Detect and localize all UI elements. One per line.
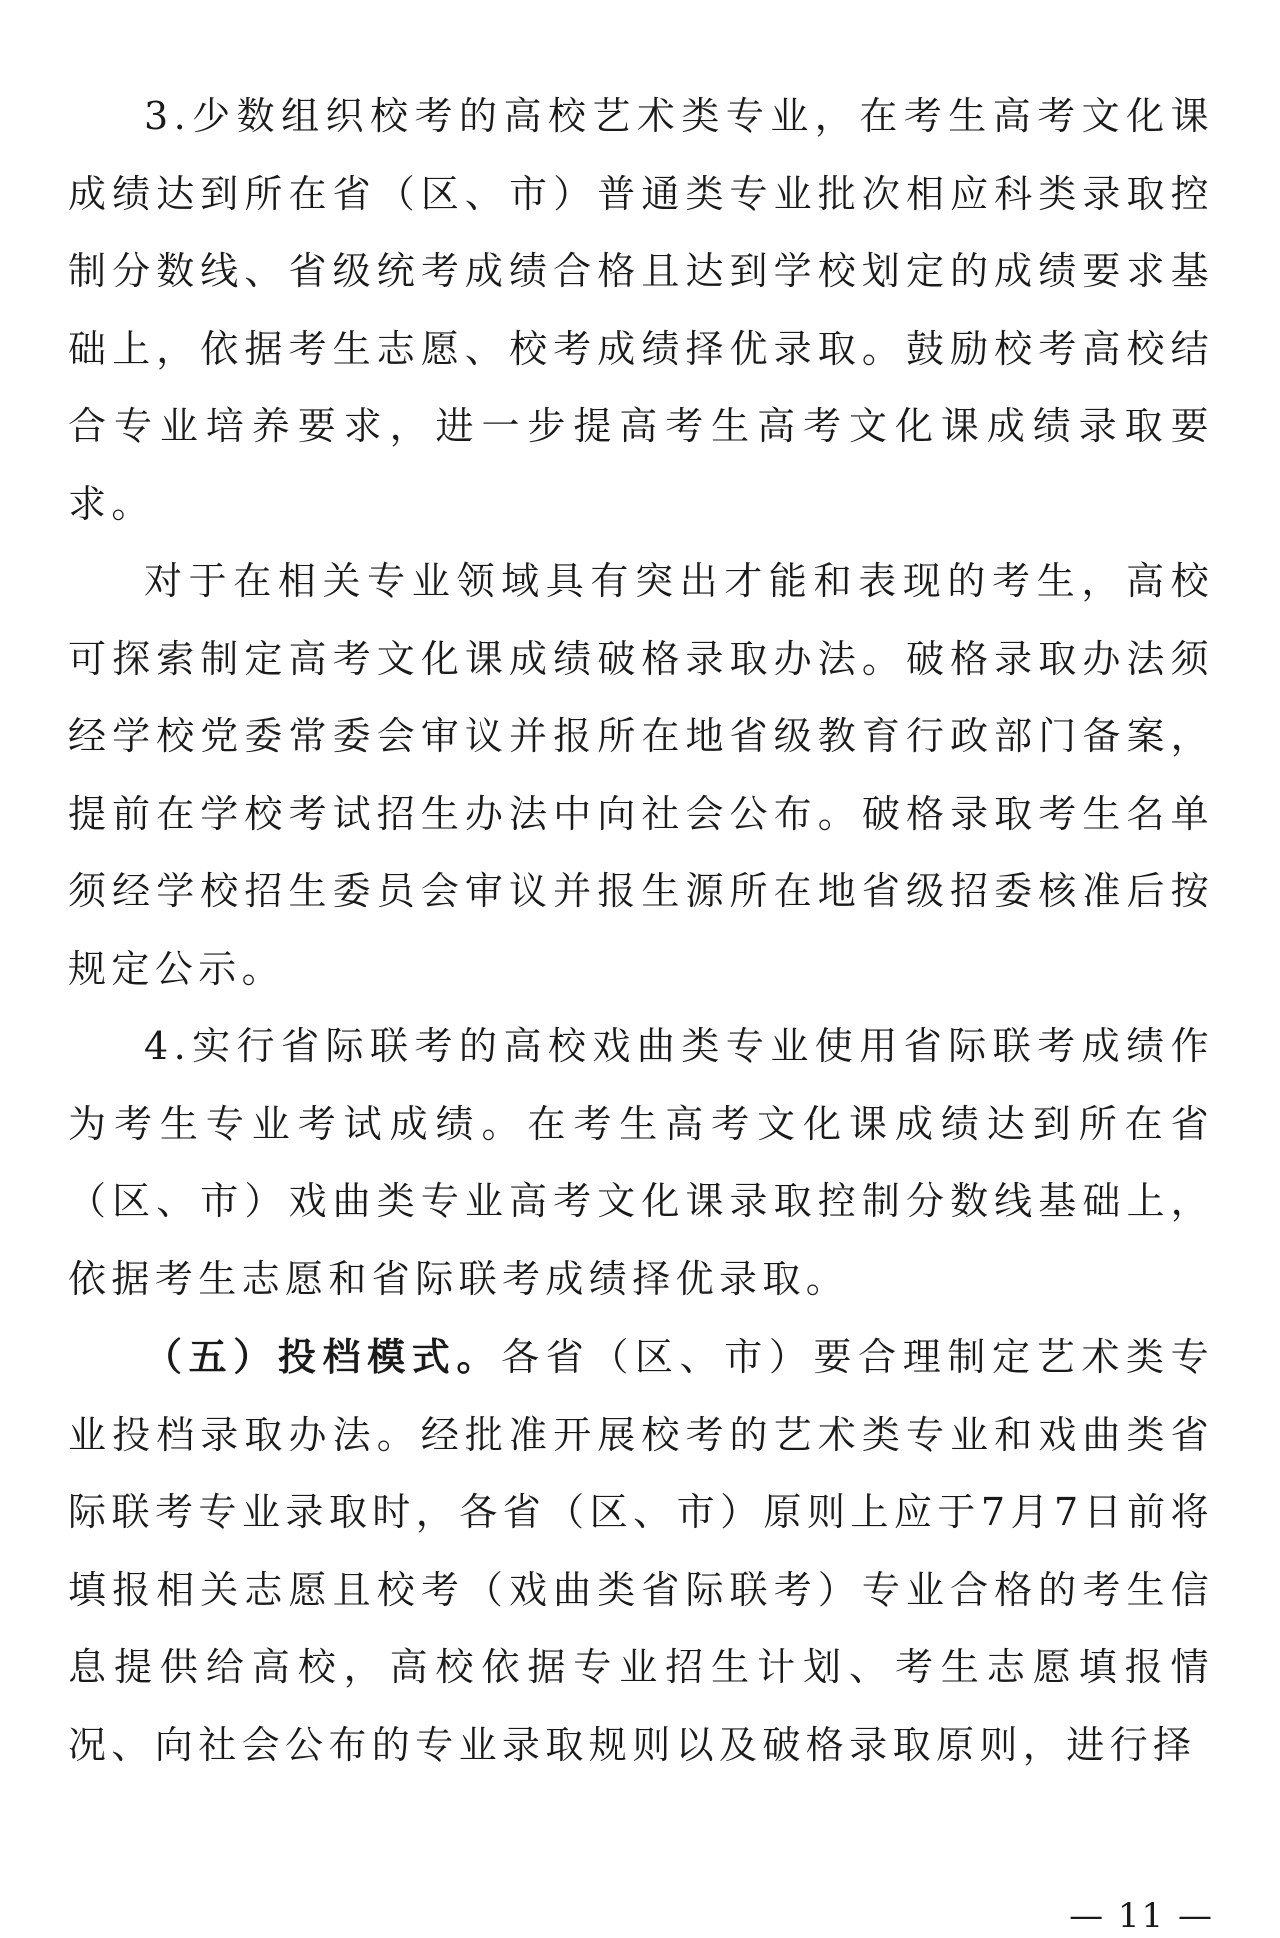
paragraph-text: 各省（区、市）要合理制定艺术类专业投档录取办法。经批准开展校考的艺术类专业和戏曲类省际联考专业录取时，各省（区、市）原则上应于7月7日前将填报相关志愿且校考（戏曲类省际联考）专业合格的考生信息提供给高校，高校依据专业招生计划、考生志愿填报情况、向社会公布的专业录取规则以及破格录取原则，进行择 <box>68 1335 1214 1767</box>
paragraph-text: 对于在相关专业领域具有突出才能和表现的考生，高校可探索制定高考文化课成绩破格录取办法。破格录取办法须经学校党委常委会审议并报所在地省级教育行政部门备案，提前在学校考试招生办法中向社会公布。破格录取考生名单须经学校招生委员会审议并报生源所在地省级招委核准后按规定公示。 <box>68 559 1214 991</box>
paragraph-text: 3.少数组织校考的高校艺术类专业，在考生高考文化课成绩达到所在省（区、市）普通类专业批次相应科类录取控制分数线、省级统考成绩合格且达到学校划定的成绩要求基础上，依据考生志愿、校考成绩择优录取。鼓励校考高校结合专业培养要求，进一步提高考生高考文化课成绩录取要求。 <box>68 94 1214 526</box>
paragraph-item-3 <box>68 78 1214 543</box>
paragraph-text: 4.实行省际联考的高校戏曲类专业使用省际联考成绩作为考生专业考试成绩。在考生高考文化课成绩达到所在省（区、市）戏曲类专业高考文化课录取控制分数线基础上，依据考生志愿和省际联考成绩择优录取。 <box>68 1024 1214 1301</box>
paragraph-section-5 <box>68 1318 1214 1784</box>
paragraph-exception-admission <box>68 543 1214 1008</box>
paragraph-item-4 <box>68 1008 1214 1318</box>
section-heading: （五）投档模式。 <box>144 1334 502 1379</box>
page-number: — 11 — <box>1069 1896 1214 1936</box>
document-body <box>68 78 1214 1784</box>
